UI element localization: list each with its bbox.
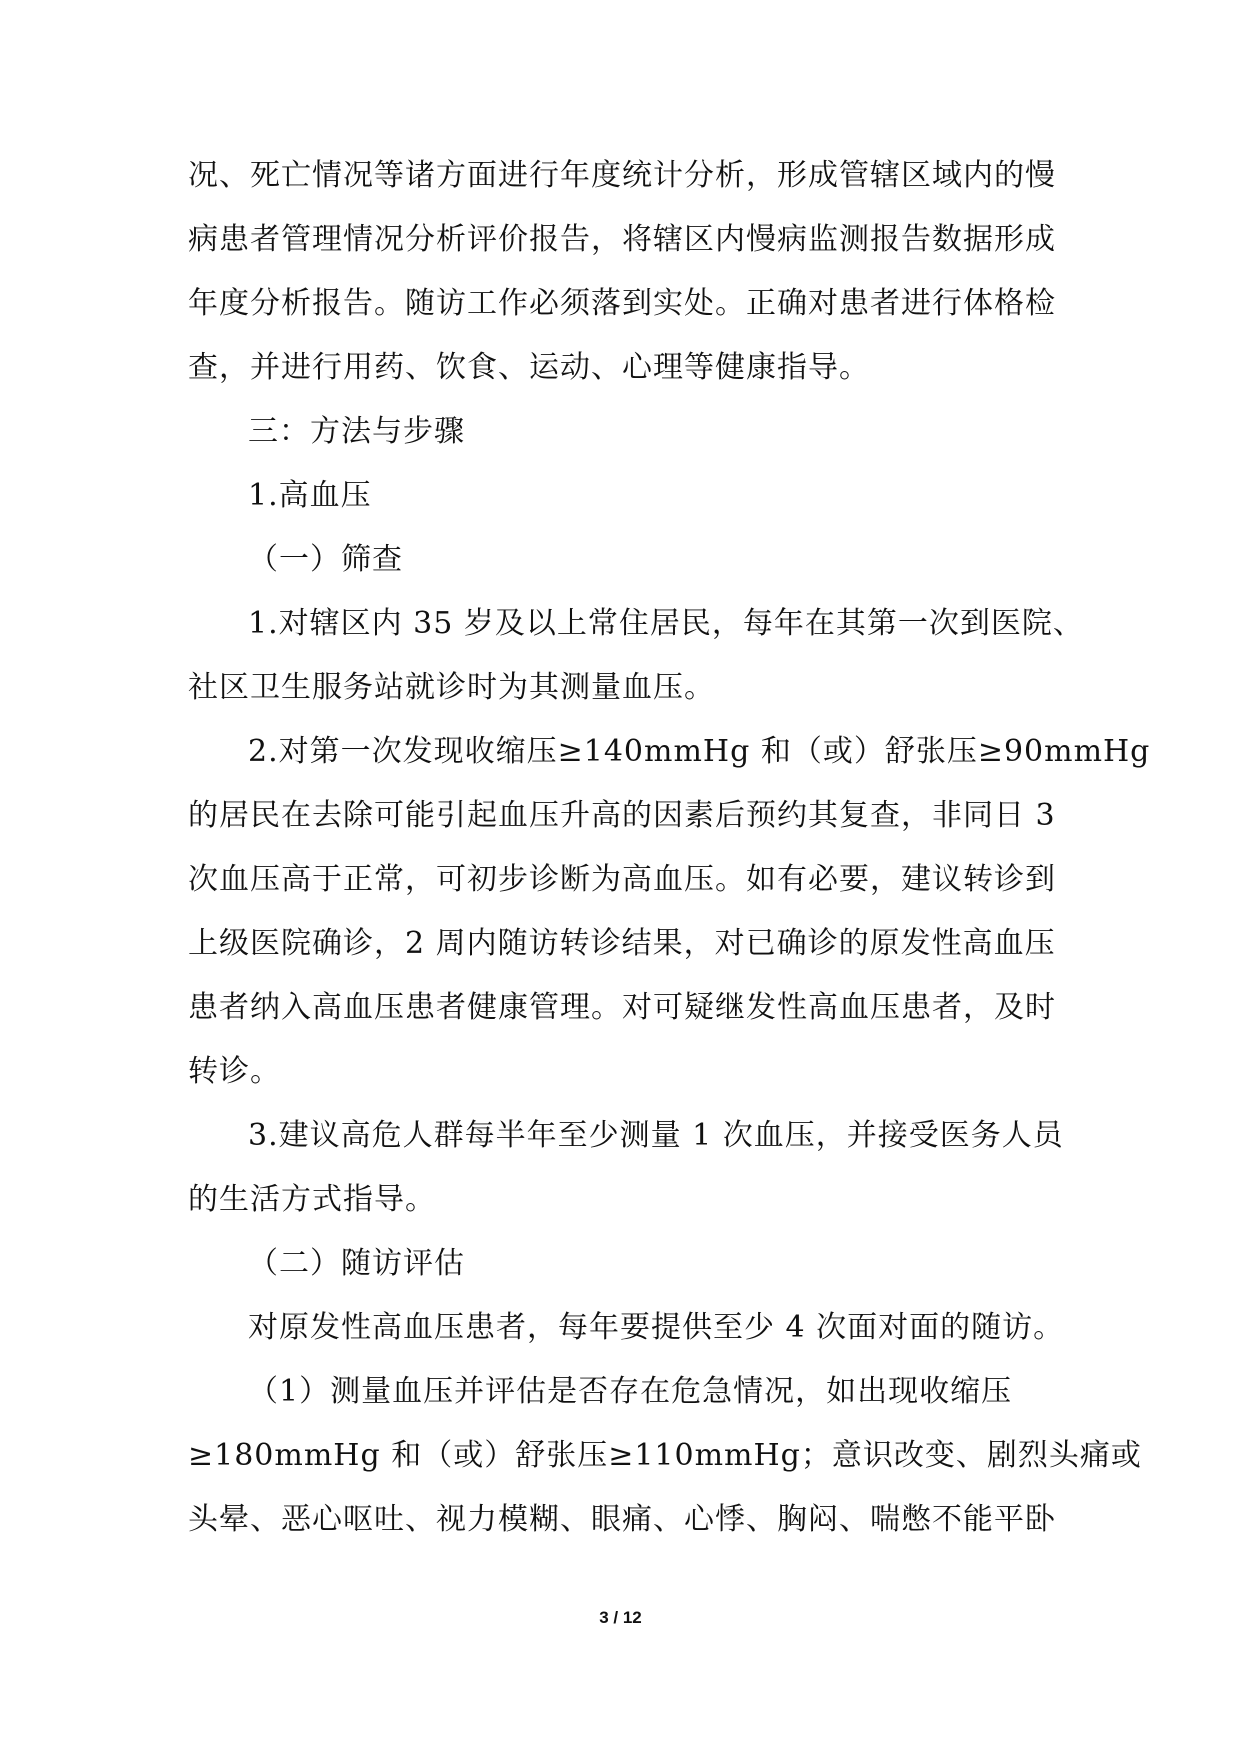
body-text-line: 对原发性高血压患者，每年要提供至少 4 次面对面的随访。 <box>248 1310 1065 1345</box>
body-text-line: 病患者管理情况分析评价报告，将辖区内慢病监测报告数据形成 <box>188 222 1056 257</box>
subsection-heading: （一）筛查 <box>248 542 403 577</box>
subsection-heading: （二）随访评估 <box>248 1246 465 1281</box>
section-heading: 三：方法与步骤 <box>248 414 465 449</box>
body-text-line: 头晕、恶心呕吐、视力模糊、眼痛、心悸、胸闷、喘憋不能平卧 <box>188 1502 1056 1537</box>
body-text-line: 况、死亡情况等诸方面进行年度统计分析，形成管辖区域内的慢 <box>188 158 1056 193</box>
body-text-line: 的生活方式指导。 <box>188 1182 436 1217</box>
body-text-line: 3.建议高危人群每半年至少测量 1 次血压，并接受医务人员 <box>248 1118 1064 1153</box>
body-text-line: 转诊。 <box>188 1054 281 1089</box>
body-text-line: 年度分析报告。随访工作必须落到实处。正确对患者进行体格检 <box>188 286 1056 321</box>
body-text-line: 患者纳入高血压患者健康管理。对可疑继发性高血压患者，及时 <box>188 990 1056 1025</box>
subsection-heading: 1.高血压 <box>248 478 372 513</box>
body-text-line: 的居民在去除可能引起血压升高的因素后预约其复查，非同日 3 <box>188 798 1056 833</box>
body-text-line: 查，并进行用药、饮食、运动、心理等健康指导。 <box>188 350 870 385</box>
body-text-line: 上级医院确诊，2 周内随访转诊结果，对已确诊的原发性高血压 <box>188 926 1056 961</box>
page-number: 3 / 12 <box>599 1608 642 1627</box>
body-text-line: 1.对辖区内 35 岁及以上常住居民，每年在其第一次到医院、 <box>248 606 1084 641</box>
body-text-line: ≥180mmHg 和（或）舒张压≥110mmHg；意识改变、剧烈头痛或 <box>188 1438 1142 1473</box>
body-text-line: 社区卫生服务站就诊时为其测量血压。 <box>188 670 715 705</box>
body-text-line: 次血压高于正常，可初步诊断为高血压。如有必要，建议转诊到 <box>188 862 1056 897</box>
body-text-line: （1）测量血压并评估是否存在危急情况，如出现收缩压 <box>248 1374 1013 1409</box>
body-text-line: 2.对第一次发现收缩压≥140mmHg 和（或）舒张压≥90mmHg <box>248 734 1151 769</box>
